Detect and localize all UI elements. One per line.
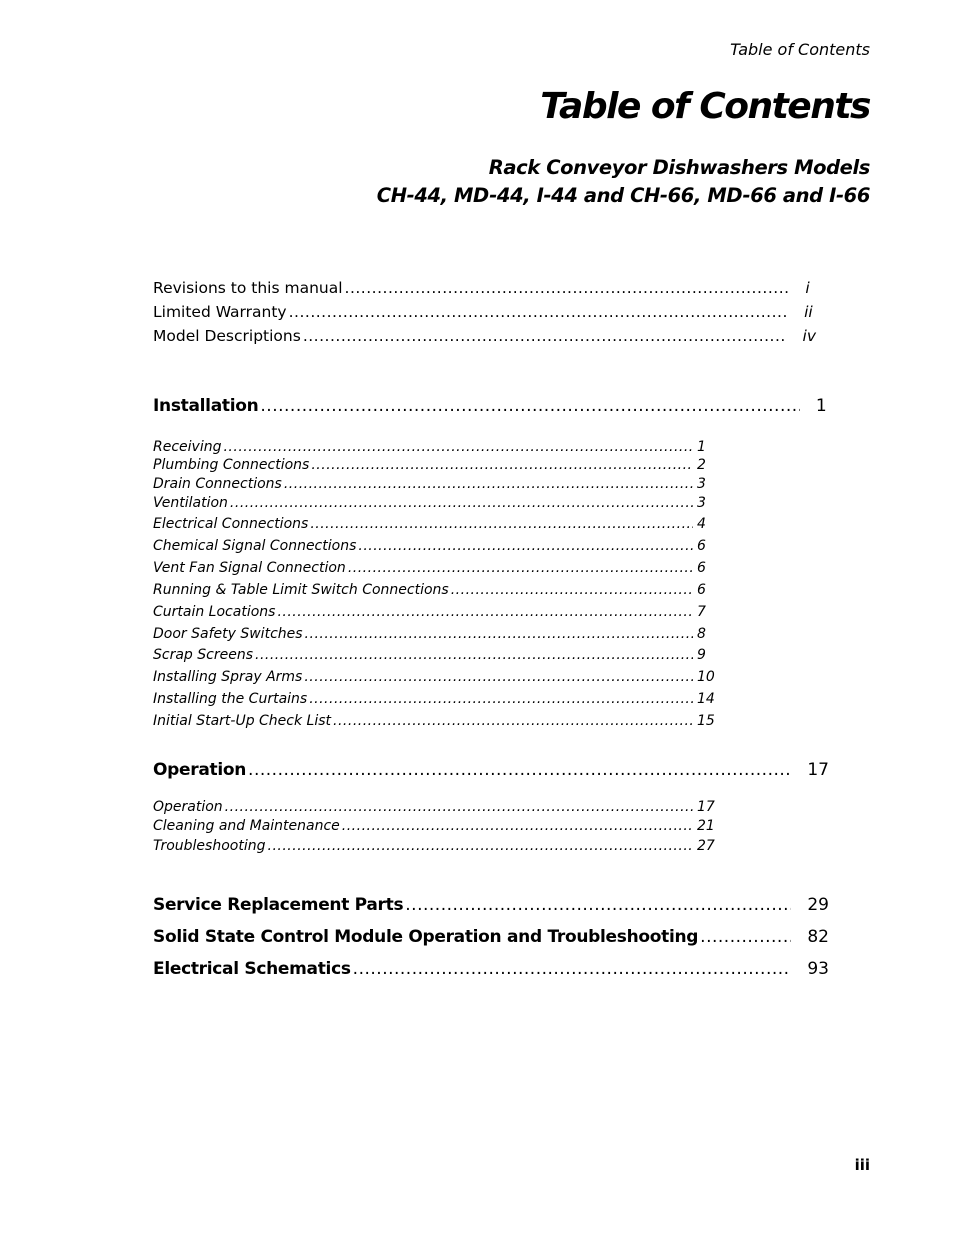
toc-label: Operation xyxy=(153,760,247,780)
toc-subentry[interactable] xyxy=(153,799,719,818)
toc-page: 3 xyxy=(697,495,706,511)
toc-label: Limited Warranty xyxy=(153,303,287,321)
toc-page: 1 xyxy=(815,396,827,416)
toc-label: Drain Connections xyxy=(153,476,282,492)
toc-page: 9 xyxy=(697,647,706,663)
toc-page: i xyxy=(805,279,810,297)
toc-label: Service Replacement Parts xyxy=(153,895,404,915)
toc-page: 14 xyxy=(697,691,715,707)
toc-section-control-module[interactable] xyxy=(153,927,829,953)
toc-label: Revisions to this manual xyxy=(153,279,343,297)
toc-subentry[interactable] xyxy=(153,838,719,857)
toc-page: 6 xyxy=(697,538,706,554)
toc-page: 7 xyxy=(697,604,706,620)
toc-label: Vent Fan Signal Connection xyxy=(153,560,346,576)
toc-page: 8 xyxy=(697,626,706,642)
dot-leader xyxy=(230,495,693,511)
toc-label: Receiving xyxy=(153,439,222,455)
toc-label: Cleaning and Maintenance xyxy=(153,818,340,834)
toc-label: Installing the Curtains xyxy=(153,691,308,707)
dot-leader xyxy=(451,582,693,598)
dot-leader xyxy=(405,895,791,915)
toc-label: Electrical Schematics xyxy=(153,959,351,979)
running-header: Table of Contents xyxy=(730,40,870,59)
toc-label: Curtain Locations xyxy=(153,604,276,620)
dot-leader xyxy=(353,959,792,979)
toc-label: Door Safety Switches xyxy=(153,626,303,642)
dot-leader xyxy=(305,626,693,642)
toc-label: Plumbing Connections xyxy=(153,457,310,473)
dot-leader xyxy=(303,327,787,345)
toc-section-installation[interactable] xyxy=(153,396,829,422)
toc-section-service-parts[interactable] xyxy=(153,895,829,921)
toc-subentry[interactable] xyxy=(153,476,719,495)
toc-entry-model-descriptions[interactable] xyxy=(153,327,816,349)
subtitle-line-2: CH-44, MD-44, I-44 and CH-66, MD-66 and I-66 xyxy=(376,184,870,207)
subtitle xyxy=(377,154,870,210)
dot-leader xyxy=(225,799,693,815)
toc-page: 3 xyxy=(697,476,706,492)
toc-subentry[interactable] xyxy=(153,560,719,579)
toc-page: 2 xyxy=(697,457,706,473)
dot-leader xyxy=(268,838,694,854)
toc-page: 6 xyxy=(697,582,706,598)
toc-page: iv xyxy=(802,327,816,345)
toc-subentry[interactable] xyxy=(153,538,719,557)
toc-page: ii xyxy=(804,303,813,321)
dot-leader xyxy=(304,669,693,685)
dot-leader xyxy=(248,760,791,780)
toc-subentry[interactable] xyxy=(153,495,719,514)
dot-leader xyxy=(260,396,799,416)
toc-label: Installing Spray Arms xyxy=(153,669,303,685)
toc-subentry[interactable] xyxy=(153,713,719,732)
toc-page: 6 xyxy=(697,560,706,576)
toc-subentry[interactable] xyxy=(153,647,719,666)
toc-page: 93 xyxy=(807,959,829,979)
toc-label: Model Descriptions xyxy=(153,327,301,345)
toc-subentry[interactable] xyxy=(153,604,719,623)
toc-entry-limited-warranty[interactable] xyxy=(153,303,816,325)
dot-leader xyxy=(223,439,693,455)
toc-page: 1 xyxy=(697,439,706,455)
toc-subentry[interactable] xyxy=(153,626,719,645)
toc-page: 17 xyxy=(697,799,715,815)
dot-leader xyxy=(289,303,788,321)
dot-leader xyxy=(284,476,693,492)
toc-page: 4 xyxy=(697,516,706,532)
toc-subentry[interactable] xyxy=(153,669,719,688)
toc-page: 27 xyxy=(697,838,715,854)
toc-page: 15 xyxy=(697,713,715,729)
toc-subentry[interactable] xyxy=(153,516,719,535)
dot-leader xyxy=(700,927,791,947)
toc-label: Scrap Screens xyxy=(153,647,253,663)
dot-leader xyxy=(311,457,693,473)
dot-leader xyxy=(277,604,693,620)
toc-entry-revisions[interactable] xyxy=(153,279,816,301)
toc-label: Troubleshooting xyxy=(153,838,266,854)
dot-leader xyxy=(345,279,790,297)
toc-page: 21 xyxy=(697,818,715,834)
toc-page: 17 xyxy=(807,760,829,780)
dot-leader xyxy=(333,713,693,729)
toc-subentry[interactable] xyxy=(153,691,719,710)
toc-subentry[interactable] xyxy=(153,818,719,837)
toc-page: 29 xyxy=(807,895,829,915)
toc-subentry[interactable] xyxy=(153,582,719,601)
toc-label: Operation xyxy=(153,799,223,815)
subtitle-line-1: Rack Conveyor Dishwashers Models xyxy=(488,156,870,179)
page-number: iii xyxy=(854,1156,870,1174)
toc-subentry[interactable] xyxy=(153,457,719,476)
toc-label: Chemical Signal Connections xyxy=(153,538,357,554)
toc-subentry[interactable] xyxy=(153,439,719,458)
dot-leader xyxy=(255,647,693,663)
dot-leader xyxy=(348,560,693,576)
toc-label: Electrical Connections xyxy=(153,516,309,532)
toc-label: Initial Start-Up Check List xyxy=(153,713,332,729)
dot-leader xyxy=(309,691,693,707)
toc-label: Running & Table Limit Switch Connections xyxy=(153,582,449,598)
toc-label: Solid State Control Module Operation and Troubleshooting xyxy=(153,927,699,947)
toc-page: 82 xyxy=(807,927,829,947)
dot-leader xyxy=(310,516,693,532)
dot-leader xyxy=(358,538,693,554)
toc-page: 10 xyxy=(697,669,715,685)
dot-leader xyxy=(342,818,693,834)
page-title: Table of Contents xyxy=(540,86,870,127)
toc-section-electrical-schematics[interactable] xyxy=(153,959,829,985)
toc-label: Installation xyxy=(153,396,259,416)
toc-section-operation[interactable] xyxy=(153,760,829,786)
toc-label: Ventilation xyxy=(153,495,228,511)
